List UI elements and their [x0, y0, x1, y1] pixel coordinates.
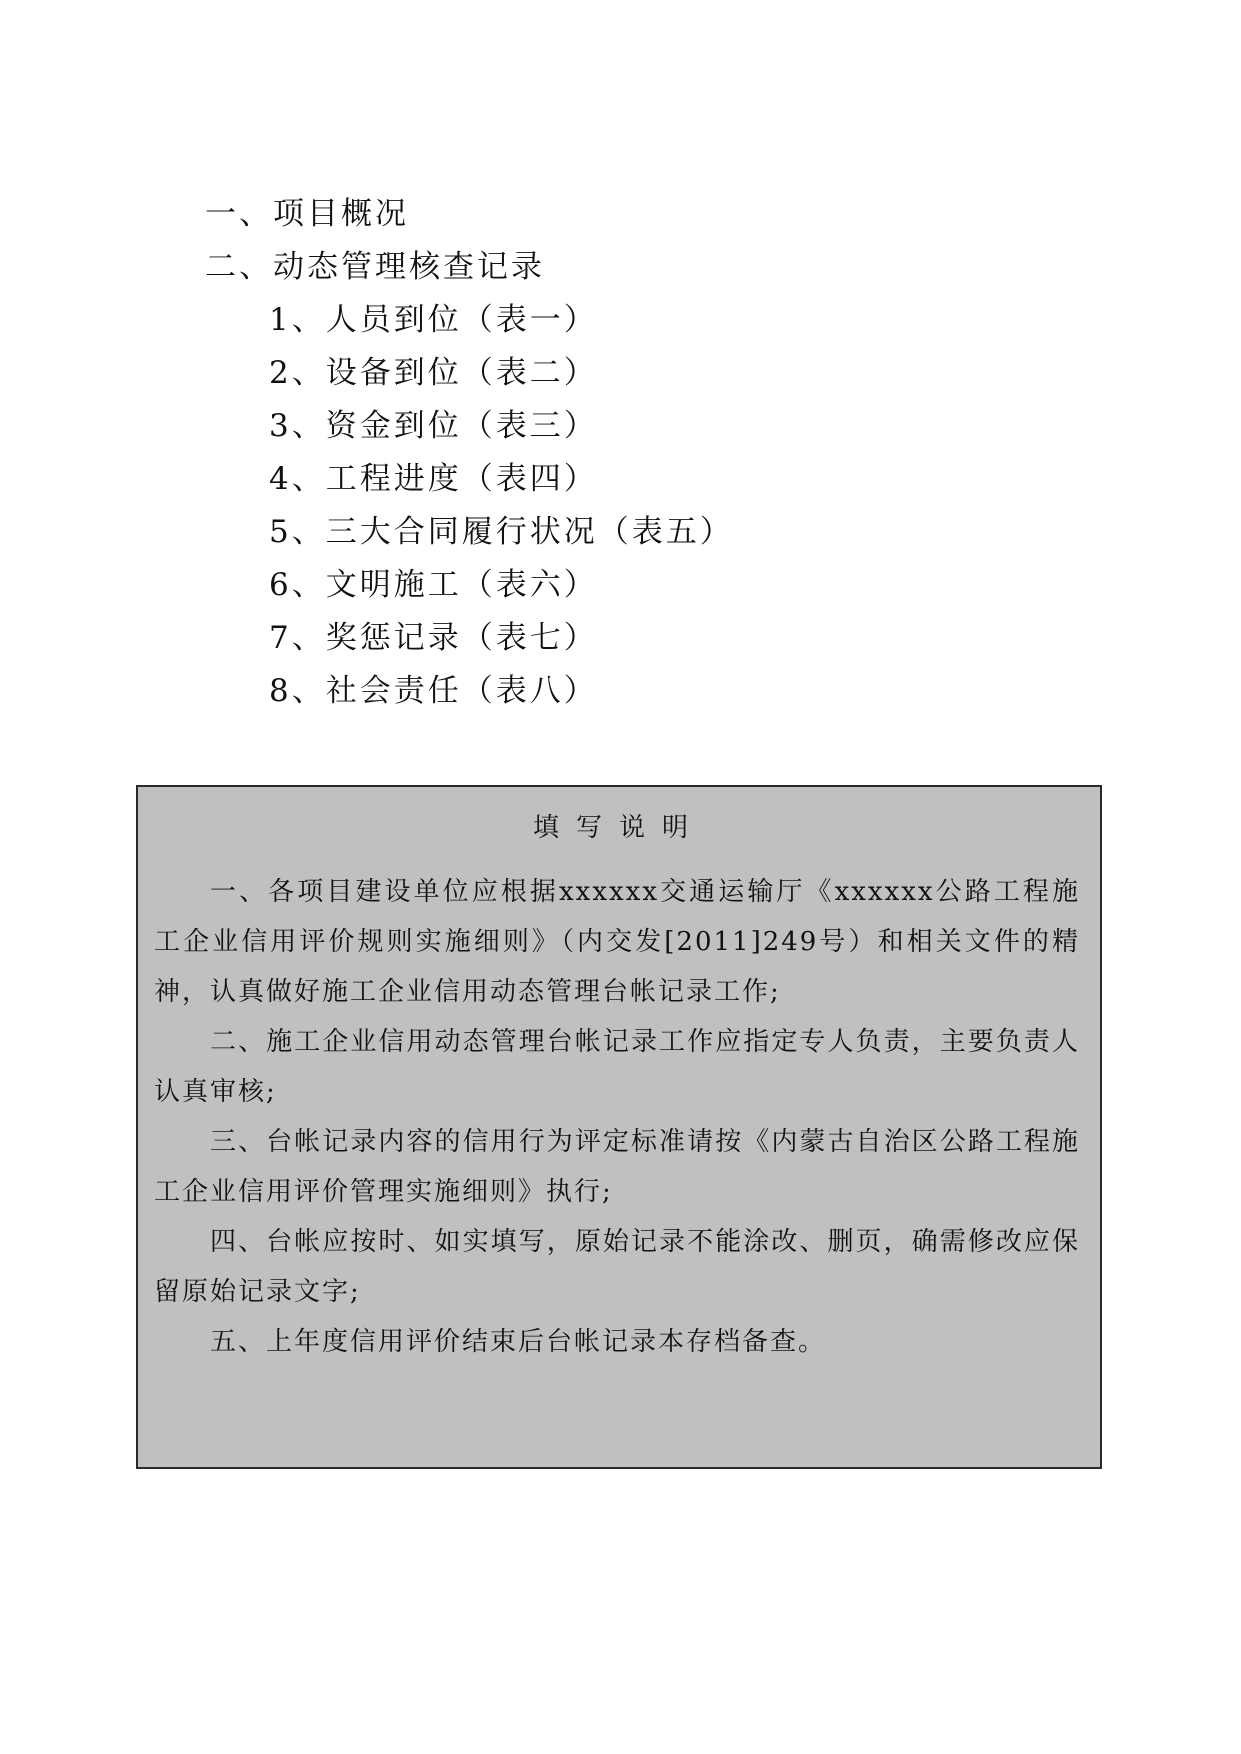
filling-instructions-box — [136, 785, 1102, 1469]
instruction-paragraph: 三、台帐记录内容的信用行为评定标准请按《内蒙古自治区公路工程施工企业信用评价管理实施细则》执行; — [154, 1127, 1080, 1207]
instruction-paragraph: 四、台帐应按时、如实填写，原始记录不能涂改、删页，确需修改应保留原始记录文字; — [154, 1227, 1080, 1307]
instruction-paragraph: 二、施工企业信用动态管理台帐记录工作应指定专人负责，主要负责人认真审核; — [154, 1027, 1080, 1107]
toc-section-project-overview: 一、项目概况 — [205, 196, 409, 232]
instructions-body — [154, 867, 1080, 1367]
toc-item-rewards-penalties: 7、奖惩记录（表七） — [269, 620, 598, 656]
instructions-title: 填写说明 — [532, 813, 705, 843]
toc-item-equipment: 2、设备到位（表二） — [269, 355, 598, 391]
toc-item-social-responsibility: 8、社会责任（表八） — [269, 673, 598, 709]
toc-item-funds: 3、资金到位（表三） — [269, 408, 598, 444]
toc-section-dynamic-records: 二、动态管理核查记录 — [205, 249, 545, 285]
table-of-contents — [205, 188, 1105, 718]
toc-item-personnel: 1、人员到位（表一） — [269, 302, 598, 338]
instruction-paragraph: 五、上年度信用评价结束后台帐记录本存档备查。 — [210, 1327, 827, 1357]
toc-item-progress: 4、工程进度（表四） — [269, 461, 598, 497]
toc-item-contracts: 5、三大合同履行状况（表五） — [269, 514, 734, 550]
toc-item-civilized-construction: 6、文明施工（表六） — [269, 567, 598, 603]
instruction-paragraph: 一、各项目建设单位应根据xxxxxx交通运输厅《xxxxxx公路工程施工企业信用评价规则实施细则》（内交发[2011]249号）和相关文件的精神，认真做好施工企业信用动态管理台帐记录工作; — [154, 877, 1080, 1007]
